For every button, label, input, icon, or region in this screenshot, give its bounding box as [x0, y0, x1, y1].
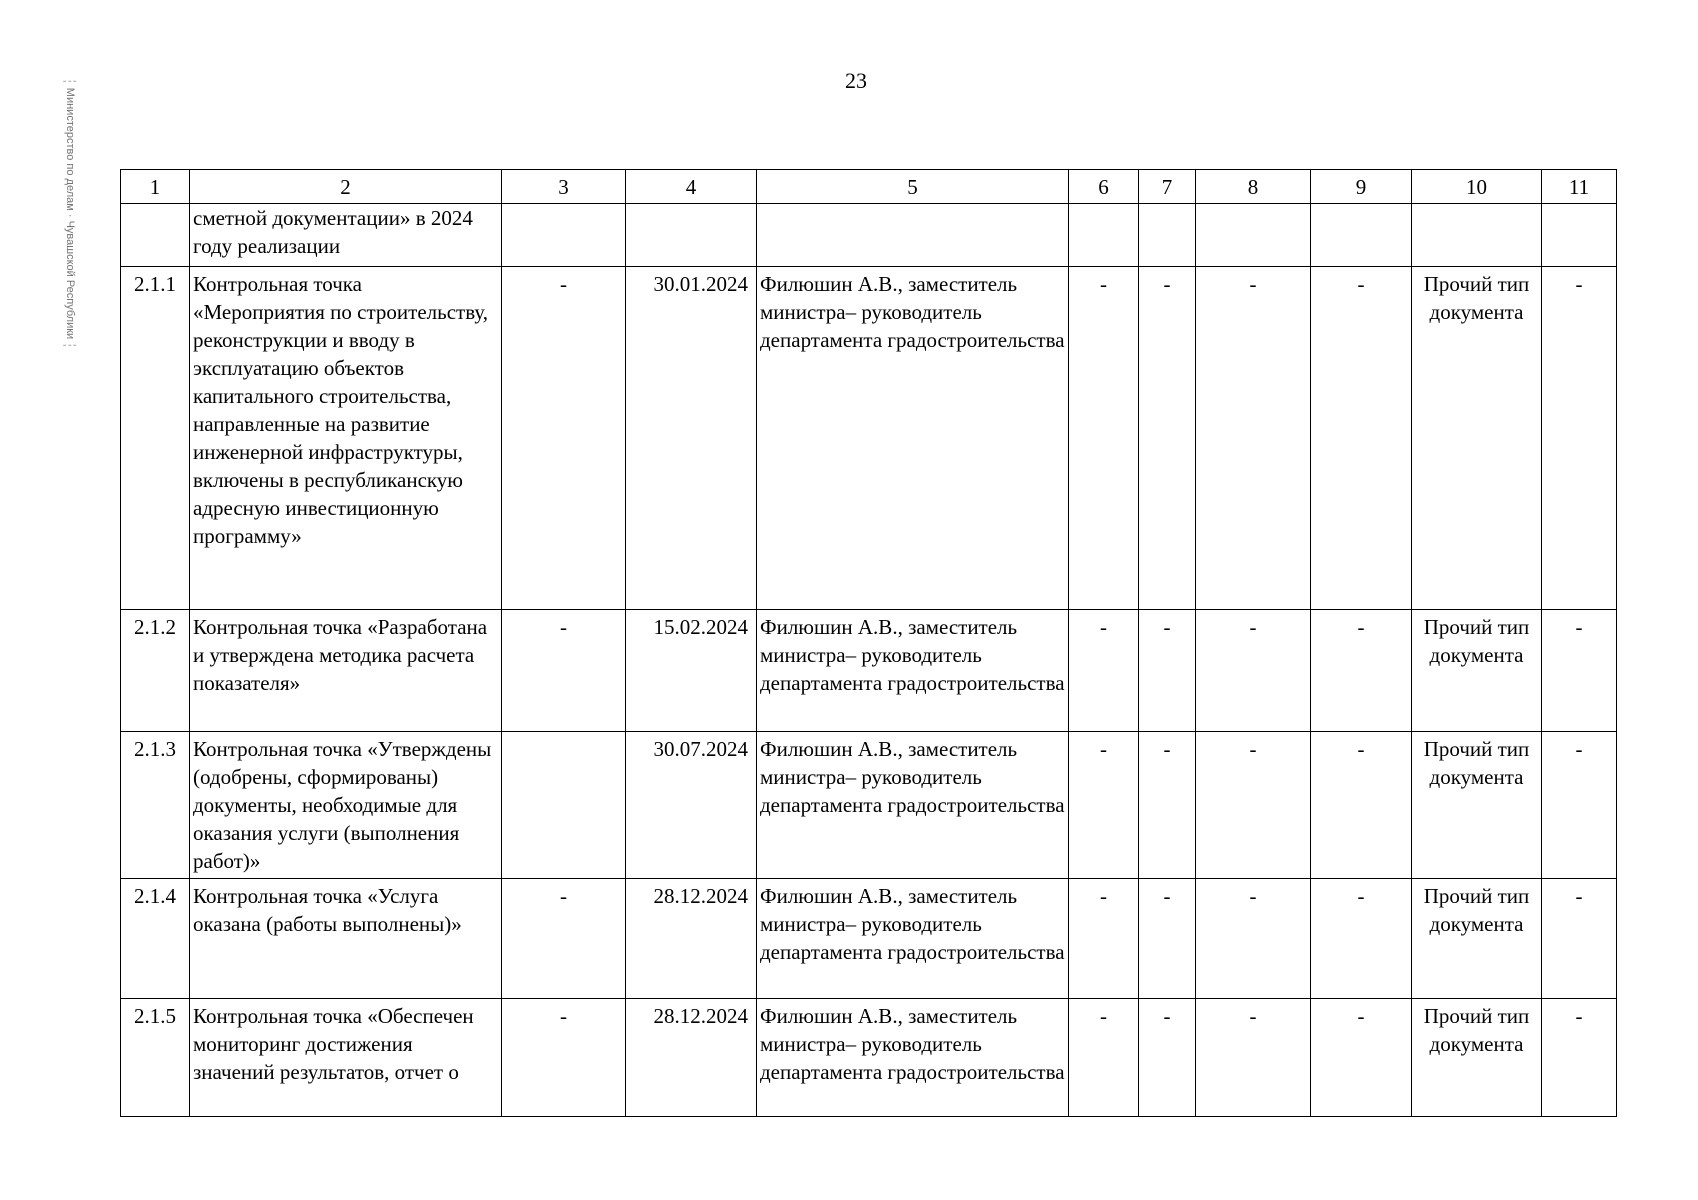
- cell-name: сметной документации» в 2024 году реализации: [190, 204, 502, 267]
- cell-doc-type: Прочий тип документа: [1412, 879, 1542, 999]
- plan-table: [120, 169, 1617, 1117]
- column-header: 5: [757, 170, 1069, 204]
- cell-col11: -: [1542, 999, 1617, 1117]
- cell-col7: -: [1139, 610, 1196, 732]
- column-header: 11: [1542, 170, 1617, 204]
- cell-date: 15.02.2024: [626, 610, 757, 732]
- cell-col7: -: [1139, 267, 1196, 610]
- cell-col6: -: [1069, 879, 1139, 999]
- cell-date: 30.01.2024: [626, 267, 757, 610]
- cell-col9: -: [1311, 879, 1412, 999]
- cell-col9: -: [1311, 610, 1412, 732]
- cell-number: 2.1.3: [121, 732, 190, 879]
- cell-col8: -: [1196, 732, 1311, 879]
- cell-responsible: Филюшин А.В., заместитель министра– руководитель департамента градостроительства: [757, 879, 1069, 999]
- cell-doc-type: Прочий тип документа: [1412, 610, 1542, 732]
- cell-col11: -: [1542, 879, 1617, 999]
- column-header: 4: [626, 170, 757, 204]
- column-header: 1: [121, 170, 190, 204]
- column-header: 2: [190, 170, 502, 204]
- cell-name: Контрольная точка «Услуга оказана (работы выполнены)»: [190, 879, 502, 999]
- cell-col11: -: [1542, 267, 1617, 610]
- cell-col6: -: [1069, 732, 1139, 879]
- cell-doc-type: Прочий тип документа: [1412, 999, 1542, 1117]
- cell-col7: -: [1139, 999, 1196, 1117]
- table-row-continuation: [121, 204, 1617, 267]
- cell-date: 28.12.2024: [626, 999, 757, 1117]
- cell-number: 2.1.4: [121, 879, 190, 999]
- cell-doc-type: Прочий тип документа: [1412, 732, 1542, 879]
- cell-col7: -: [1139, 732, 1196, 879]
- table-row: [121, 610, 1617, 732]
- cell-col8: -: [1196, 999, 1311, 1117]
- cell-col3: -: [502, 610, 626, 732]
- cell-number: 2.1.2: [121, 610, 190, 732]
- registration-stamp-text: Министерство по делам · Чувашской Республики: [64, 80, 77, 345]
- cell-empty: [1412, 204, 1542, 267]
- table-row: [121, 732, 1617, 879]
- table-row: [121, 267, 1617, 610]
- table-row: [121, 999, 1617, 1117]
- cell-number: 2.1.5: [121, 999, 190, 1117]
- cell-number: [121, 204, 190, 267]
- cell-col8: -: [1196, 879, 1311, 999]
- cell-empty: [1139, 204, 1196, 267]
- column-header: 6: [1069, 170, 1139, 204]
- cell-col3: -: [502, 999, 626, 1117]
- cell-empty: [626, 204, 757, 267]
- column-header: 7: [1139, 170, 1196, 204]
- cell-date: 30.07.2024: [626, 732, 757, 879]
- cell-col9: -: [1311, 267, 1412, 610]
- cell-col9: -: [1311, 999, 1412, 1117]
- cell-responsible: Филюшин А.В., заместитель министра– руководитель департамента градостроительства: [757, 267, 1069, 610]
- cell-empty: [1542, 204, 1617, 267]
- column-header: 9: [1311, 170, 1412, 204]
- cell-col3: -: [502, 267, 626, 610]
- cell-responsible: Филюшин А.В., заместитель министра– руководитель департамента градостроительства: [757, 732, 1069, 879]
- cell-date: 28.12.2024: [626, 879, 757, 999]
- cell-empty: [1069, 204, 1139, 267]
- cell-empty: [1196, 204, 1311, 267]
- column-header: 3: [502, 170, 626, 204]
- cell-name: Контрольная точка «Мероприятия по строительству, реконструкции и вводу в эксплуатацию объектов капитального строительства, направленные на развитие инженерной инфраструктуры, включены в республиканскую адресную инвестиционную программу»: [190, 267, 502, 610]
- column-header: 10: [1412, 170, 1542, 204]
- registration-stamp: [40, 87, 100, 339]
- cell-empty: [502, 204, 626, 267]
- cell-col8: -: [1196, 267, 1311, 610]
- cell-col7: -: [1139, 879, 1196, 999]
- cell-empty: [757, 204, 1069, 267]
- cell-col6: -: [1069, 267, 1139, 610]
- cell-col3: -: [502, 879, 626, 999]
- cell-empty: [1311, 204, 1412, 267]
- cell-col3: [502, 732, 626, 879]
- column-header: 8: [1196, 170, 1311, 204]
- cell-name: Контрольная точка «Обеспечен мониторинг достижения значений результатов, отчет о: [190, 999, 502, 1117]
- cell-col6: -: [1069, 999, 1139, 1117]
- table-header-row: [121, 170, 1617, 204]
- cell-number: 2.1.1: [121, 267, 190, 610]
- cell-responsible: Филюшин А.В., заместитель министра– руководитель департамента градостроительства: [757, 610, 1069, 732]
- cell-col11: -: [1542, 732, 1617, 879]
- cell-name: Контрольная точка «Разработана и утверждена методика расчета показателя»: [190, 610, 502, 732]
- cell-col6: -: [1069, 610, 1139, 732]
- cell-name: Контрольная точка «Утверждены (одобрены, сформированы) документы, необходимые для оказания услуги (выполнения работ)»: [190, 732, 502, 879]
- page-number: 23: [845, 68, 867, 93]
- cell-responsible: Филюшин А.В., заместитель министра– руководитель департамента градостроительства: [757, 999, 1069, 1117]
- cell-col8: -: [1196, 610, 1311, 732]
- table-row: [121, 879, 1617, 999]
- cell-col11: -: [1542, 610, 1617, 732]
- cell-doc-type: Прочий тип документа: [1412, 267, 1542, 610]
- cell-col9: -: [1311, 732, 1412, 879]
